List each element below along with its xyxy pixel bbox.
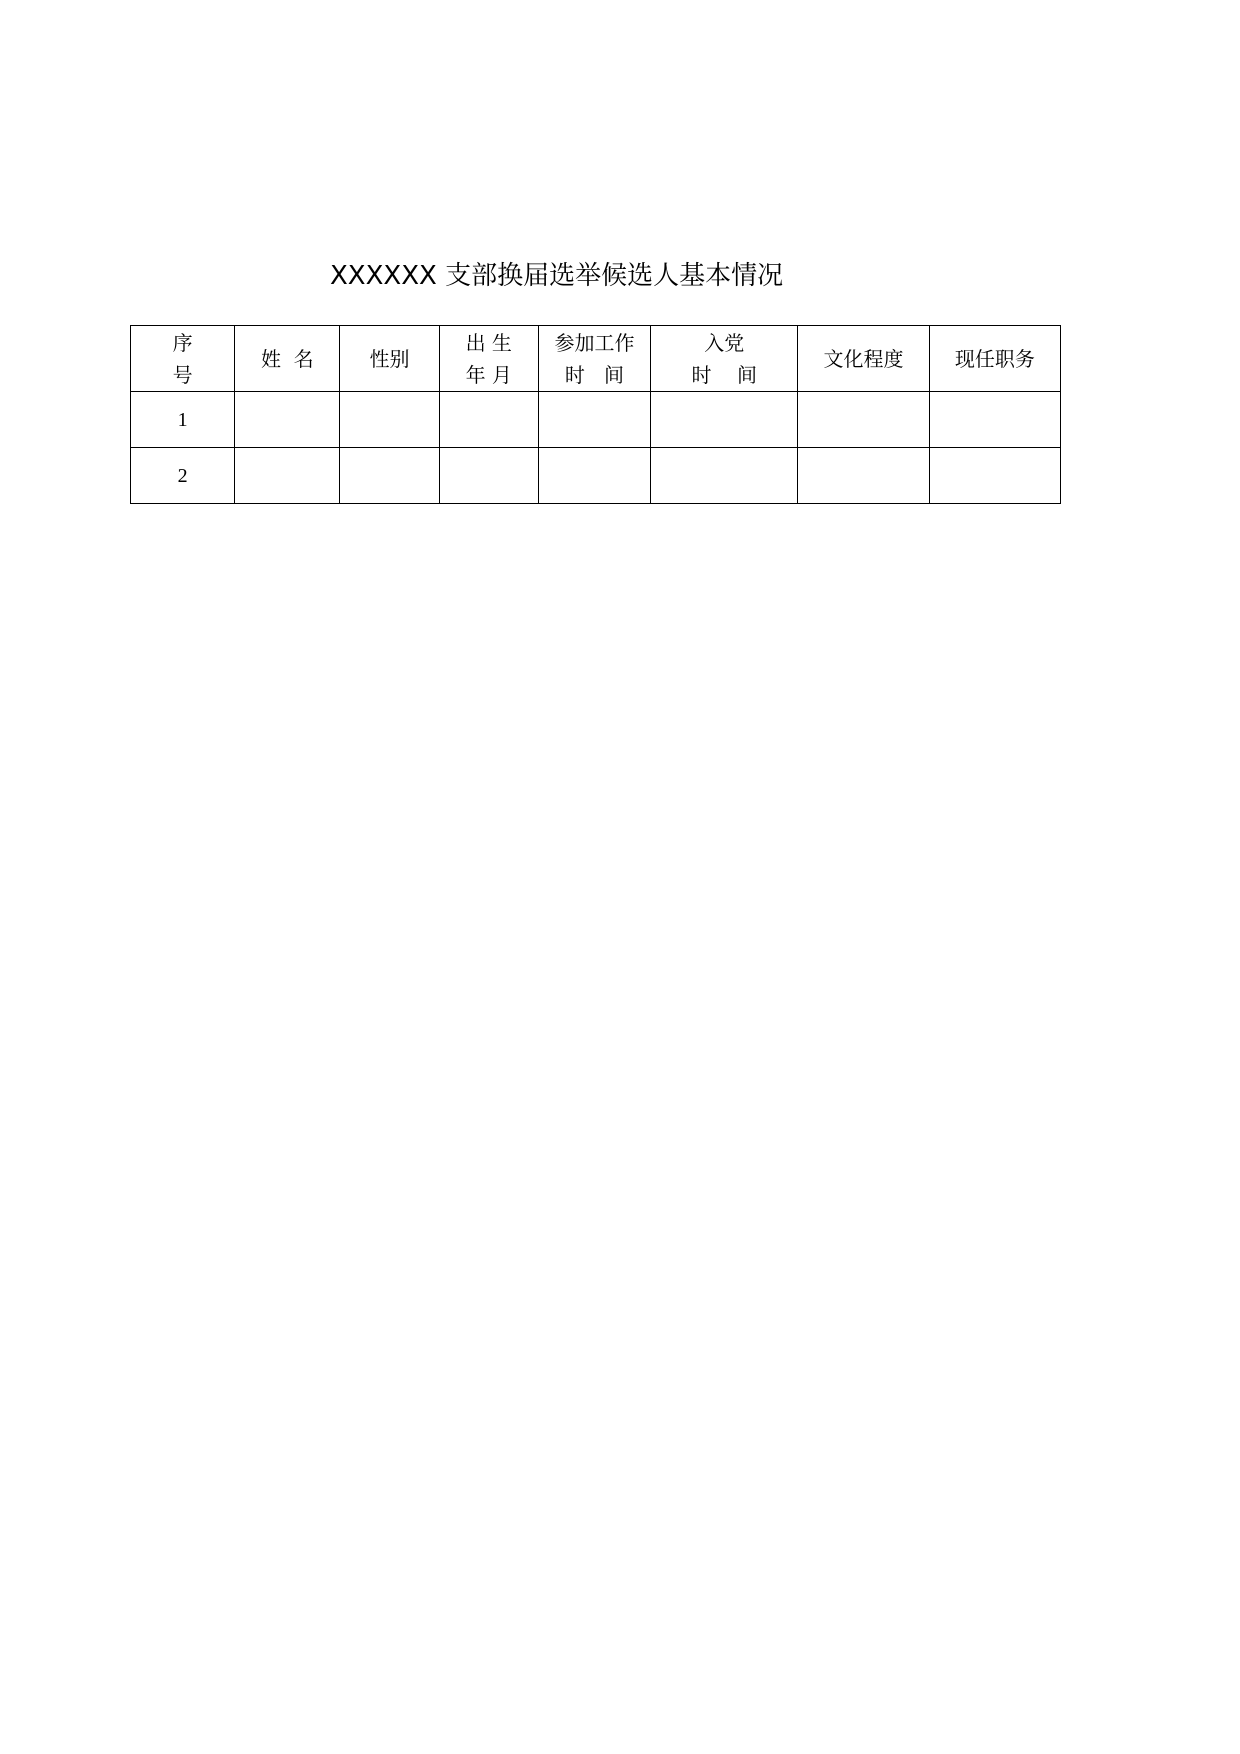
header-gender: 性别 [340, 326, 439, 392]
header-serial-number: 序 号 [131, 326, 235, 392]
cell-name[interactable] [235, 392, 340, 448]
cell-name[interactable] [235, 448, 340, 504]
cell-current-position[interactable] [929, 448, 1060, 504]
cell-birth-date[interactable] [439, 448, 538, 504]
cell-serial-number: 2 [131, 448, 235, 504]
cell-current-position[interactable] [929, 392, 1060, 448]
cell-education-level[interactable] [798, 392, 929, 448]
cell-gender[interactable] [340, 448, 439, 504]
header-education-level: 文化程度 [798, 326, 929, 392]
header-work-start-date: 参加工作 时 间 [538, 326, 650, 392]
table-header-row [131, 326, 1061, 392]
header-birth-date: 出 生 年 月 [439, 326, 538, 392]
cell-birth-date[interactable] [439, 392, 538, 448]
cell-party-join-date[interactable] [651, 392, 798, 448]
header-party-join-date: 入党 时 间 [651, 326, 798, 392]
cell-work-start-date[interactable] [538, 392, 650, 448]
cell-serial-number: 1 [131, 392, 235, 448]
cell-work-start-date[interactable] [538, 448, 650, 504]
header-current-position: 现任职务 [929, 326, 1060, 392]
cell-education-level[interactable] [798, 448, 929, 504]
table-row [131, 448, 1061, 504]
page-title: XXXXXX 支部换届选举候选人基本情况 [330, 261, 784, 291]
candidate-table [130, 325, 1061, 504]
header-name: 姓 名 [235, 326, 340, 392]
cell-party-join-date[interactable] [651, 448, 798, 504]
table-row [131, 392, 1061, 448]
cell-gender[interactable] [340, 392, 439, 448]
